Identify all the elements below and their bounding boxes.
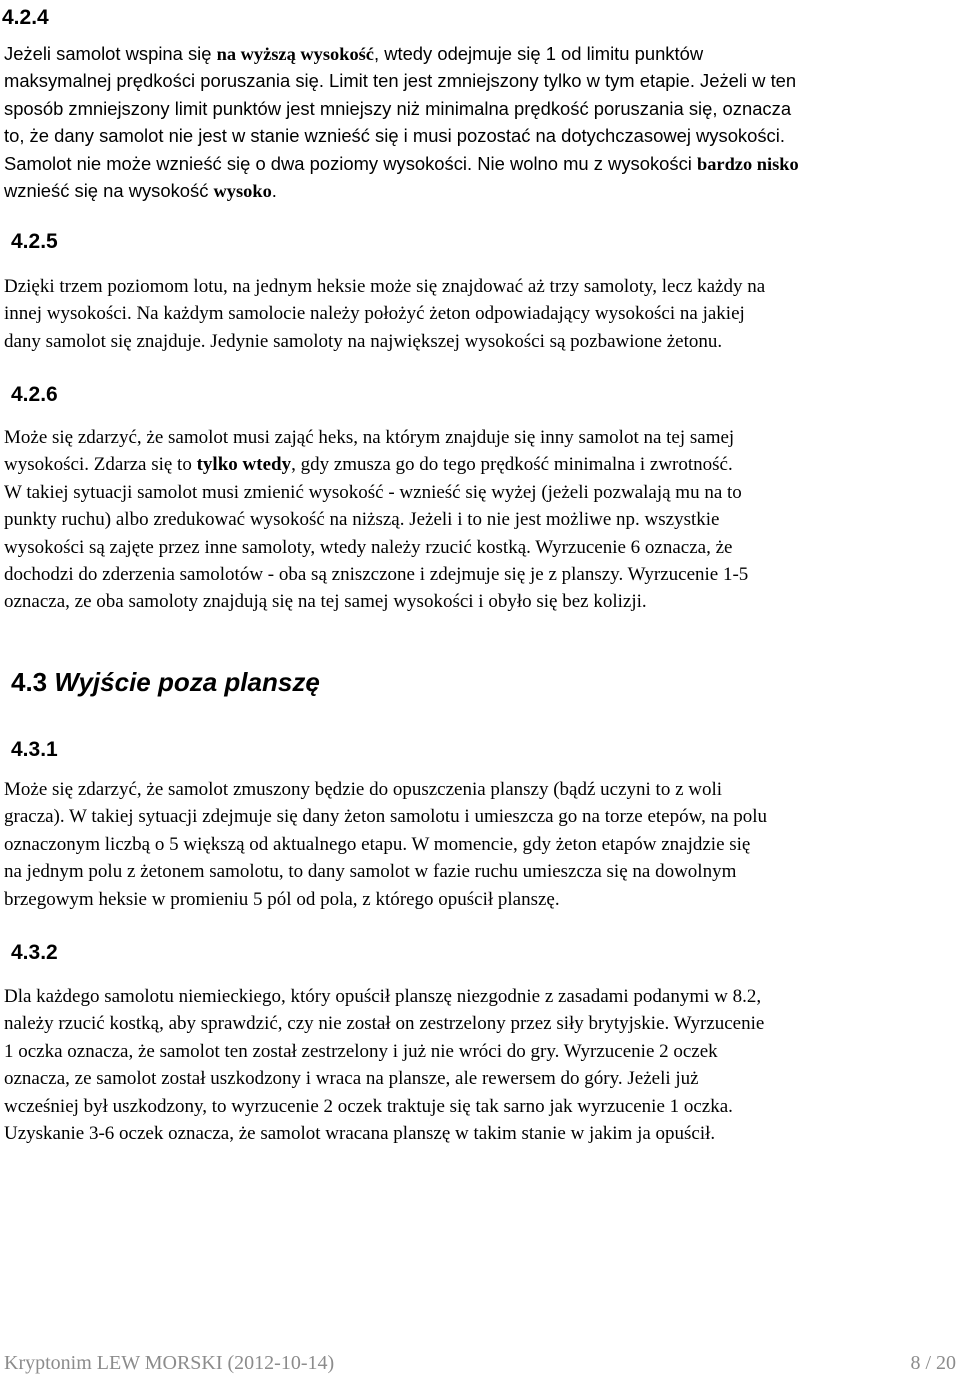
paragraph-line: Dzięki trzem poziomom lotu, na jednym heksie może się znajdować aż trzy samoloty, lecz każdy na [4,276,766,297]
paragraph-line: sposób zmniejszony limit punktów jest mniejszy niż minimalna prędkość poruszania się, oznacza [4,97,792,119]
emphasis-text: bardzo nisko [696,153,799,174]
paragraph-line: Uzyskanie 3-6 oczek oznacza, że samolot wracana planszę w takim stanie w jakim ja opuścił. [4,1122,716,1144]
paragraph-line: W takiej sytuacji samolot musi zmienić wysokość - wznieść się wyżej (jeżeli pozwalają mu na to [4,481,742,503]
paragraph-line: dany samolot się znajduje. Jedynie samoloty na największej wysokości są pozbawione żetonu. [4,330,723,352]
section-paragraph-4-3-1 [4,776,960,913]
paragraph-line: Samolot nie może wznieść się o dwa poziomy wysokości. Nie wolno mu z wysokości bardzo nisko [4,152,799,174]
paragraph-line: brzegowym heksie w promieniu 5 pól od pola, z którego opuścił planszę. [4,888,560,910]
paragraph-line: Jeżeli samolot wspina się na wyższą wysokość, wtedy odejmuje się 1 od limitu punktów [4,43,704,64]
section-heading-4-2-5: 4.2.5 [11,230,58,253]
emphasis-text: na wyższą wysokość [216,44,374,64]
paragraph-line: wysokości. Zdarza się to tylko wtedy, gdy zmusza go do tego prędkość minimalna i zwrotność. [4,454,733,476]
paragraph-line: oznacza, ze oba samoloty znajdują się na tej samej wysokości i obyło się bez kolizji. [4,591,647,613]
paragraph-line: Może się zdarzyć, że samolot zmuszony będzie do opuszczenia planszy (bądź uczyni to z woli [4,779,723,800]
footer-document-title: Kryptonim LEW MORSKI (2012-10-14) [4,1352,335,1374]
emphasis-text: tylko wtedy [196,454,292,476]
paragraph-line: Dla każdego samolotu niemieckiego, który opuścił planszę niezgodnie z zasadami podanymi w 8.2, [4,986,762,1007]
paragraph-line: oznacza, ze samolot został uszkodzony i wraca na plansze, ale rewersem do góry. Jeżeli już [4,1068,699,1090]
emphasis-text: wysoko [213,180,272,201]
section-heading-4-3-1: 4.3.1 [11,738,58,761]
section-heading-4-3-2: 4.3.2 [11,941,58,964]
paragraph-line: maksymalnej prędkości poruszania się. Limit ten jest zmniejszony tylko w tym etapie. Jeżeli w ten [4,70,797,92]
paragraph-line: na jednym polu z żetonem samolotu, to dany samolot w fazie ruchu umieszcza się na dowolnym [4,861,737,883]
section-paragraph-4-2-5 [4,273,960,355]
paragraph-line: należy rzucić kostką, aby sprawdzić, czy nie został on zestrzelony przez siły brytyjskie. Wyrzucenie [4,1013,765,1035]
footer-page-number: 8 / 20 [910,1352,956,1374]
page-footer [4,1352,956,1378]
paragraph-line: oznaczonym liczbą o 5 większą od aktualnego etapu. W momencie, gdy żeton etapów znajdzie się [4,833,751,855]
section-title: Wyjście poza planszę [54,667,320,697]
paragraph-line: dochodzi do zderzenia samolotów - oba są zniszczone i zdejmuje się je z planszy. Wyrzucenie 1-5 [4,563,749,585]
section-heading-4-3: 4.3 Wyjście poza planszę [11,667,320,697]
paragraph-line: wcześniej był uszkodzony, to wyrzucenie 2 oczek traktuje się tak sarno jak wyrzucenie 1 oczka. [4,1095,733,1117]
section-paragraph-4-2-4 [4,40,960,204]
paragraph-line: 1 oczka oznacza, że samolot ten został zestrzelony i już nie wróci do gry. Wyrzucenie 2 oczek [4,1040,718,1062]
section-paragraph-4-2-6 [4,424,960,616]
paragraph-line: Może się zdarzyć, że samolot musi zająć heks, na którym znajduje się inny samolot na tej samej [4,427,735,448]
paragraph-line: to, że dany samolot nie jest w stanie wznieść się i musi pozostać na dotychczasowej wysokości. [4,125,785,147]
paragraph-line: gracza). W takiej sytuacji zdejmuje się dany żeton samolotu i umieszcza go na torze etepów, na polu [4,806,768,828]
section-heading-4-2-6: 4.2.6 [11,383,58,406]
section-paragraph-4-3-2 [4,983,960,1147]
paragraph-line: wznieść się na wysokość wysoko. [4,179,277,201]
paragraph-line: wysokości są zajęte przez inne samoloty, wtedy należy rzucić kostką. Wyrzucenie 6 oznacza, że [4,536,733,558]
section-heading-4-2-4: 4.2.4 [2,6,49,29]
paragraph-line: punkty ruchu) albo zredukować wysokość na niższą. Jeżeli i to nie jest możliwe np. wszystkie [4,509,720,531]
paragraph-line: innej wysokości. Na każdym samolocie należy położyć żeton odpowiadający wysokości na jakiej [4,303,745,325]
